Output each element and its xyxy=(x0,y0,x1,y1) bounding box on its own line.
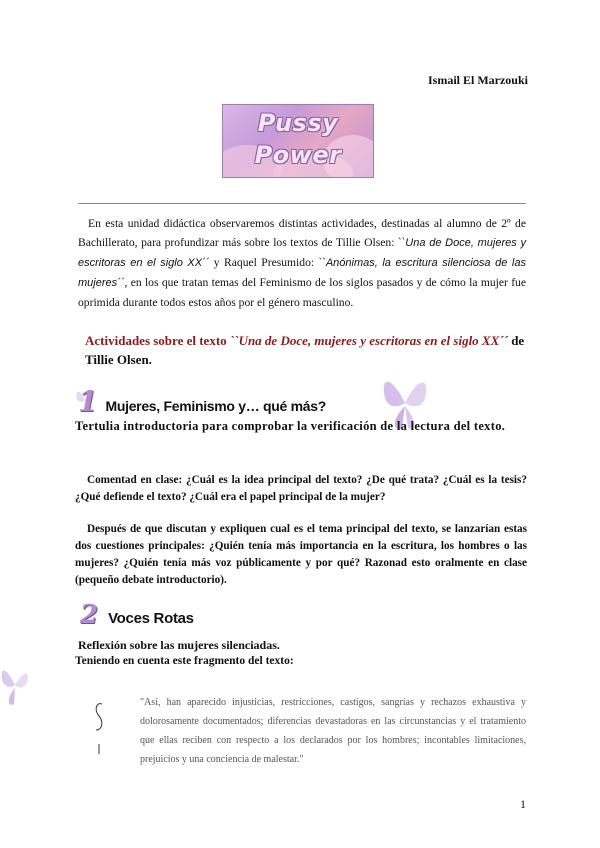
activities-text-2: de Tillie Olsen. xyxy=(85,333,525,367)
activities-text-1: Actividades sobre el texto xyxy=(85,333,230,348)
title-banner xyxy=(222,104,374,178)
section-2-heading xyxy=(80,600,194,630)
intro-title-presumido: ``Anónimas, la escritura silenciosa de las mujeres´´ xyxy=(78,257,526,289)
activities-title: ``Una de Doce, mujeres y escritoras en el siglo XX´´ xyxy=(229,333,508,348)
activities-heading xyxy=(85,331,527,369)
section-1-paragraph-2: Después de que discutan y expliquen cual es el tema principal del texto, se lanzarían estas dos cuestiones principales: ¿Quién tenía más importancia en la escritura, los hombres o las mujeres? ¿Quién tenía más voz públicamente y por qué? Razonad esto oralmente en clase (pequeño debate introductorio). xyxy=(75,523,527,586)
section-2-number: 2 xyxy=(80,600,99,630)
intro-paragraph xyxy=(78,214,526,312)
section-2-title: Voces Rotas xyxy=(108,610,194,627)
intro-title-olsen: ``Una de Doce, mujeres y escritoras en el siglo XX´´ xyxy=(78,237,526,269)
section-1-number: 1 xyxy=(78,385,98,418)
author-name: Ismail El Marzouki xyxy=(427,73,528,87)
section-1-subtitle: Tertulia introductoria para comprobar la verificación de la lectura del texto. xyxy=(75,419,506,433)
section-sign-icon xyxy=(92,700,106,758)
section-1-paragraph-1: Comentad en clase: ¿Cuál es la idea principal del texto? ¿De qué trata? ¿Cuál es la tesis? ¿Qué defiende el texto? ¿Cuál era el papel principal de la mujer? xyxy=(75,474,527,503)
quote-fragment: "Así, han aparecido injusticias, restricciones, castigos, sangrías y rechazos exhaustiva y dolorosamente documentados; diferencias devastadoras en las circunstancias y el tratamiento que ellas reciben con respecto a los declarados por los hombres; incontables limitaciones, prejuicios y una conciencia de malestar." xyxy=(140,697,526,765)
page-number: 1 xyxy=(520,797,526,811)
section-2-lead: Teniendo en cuenta este fragmento del texto: xyxy=(75,655,294,667)
intro-text-3: , en los que tratan temas del Feminismo de los siglos pasados y de cómo la mujer fue oprimida durante todos estos años por el género masculino. xyxy=(78,276,526,309)
section-2-subtitle: Reflexión sobre las mujeres silenciadas. xyxy=(78,638,280,652)
banner-line-2: Power xyxy=(254,141,342,169)
section-1-heading xyxy=(78,385,326,418)
butterfly-edge-icon xyxy=(0,660,30,710)
divider xyxy=(78,203,526,204)
banner-line-1: Pussy xyxy=(257,109,339,137)
intro-text-1: En esta unidad didáctica observaremos distintas actividades, destinadas al alumno de 2º de Bachillerato, para profundizar más sobre los textos de Tillie Olsen: xyxy=(78,217,526,249)
section-1-title: Mujeres, Feminismo y… qué más? xyxy=(105,398,326,414)
intro-text-2: y Raquel Presumido: xyxy=(209,256,319,269)
